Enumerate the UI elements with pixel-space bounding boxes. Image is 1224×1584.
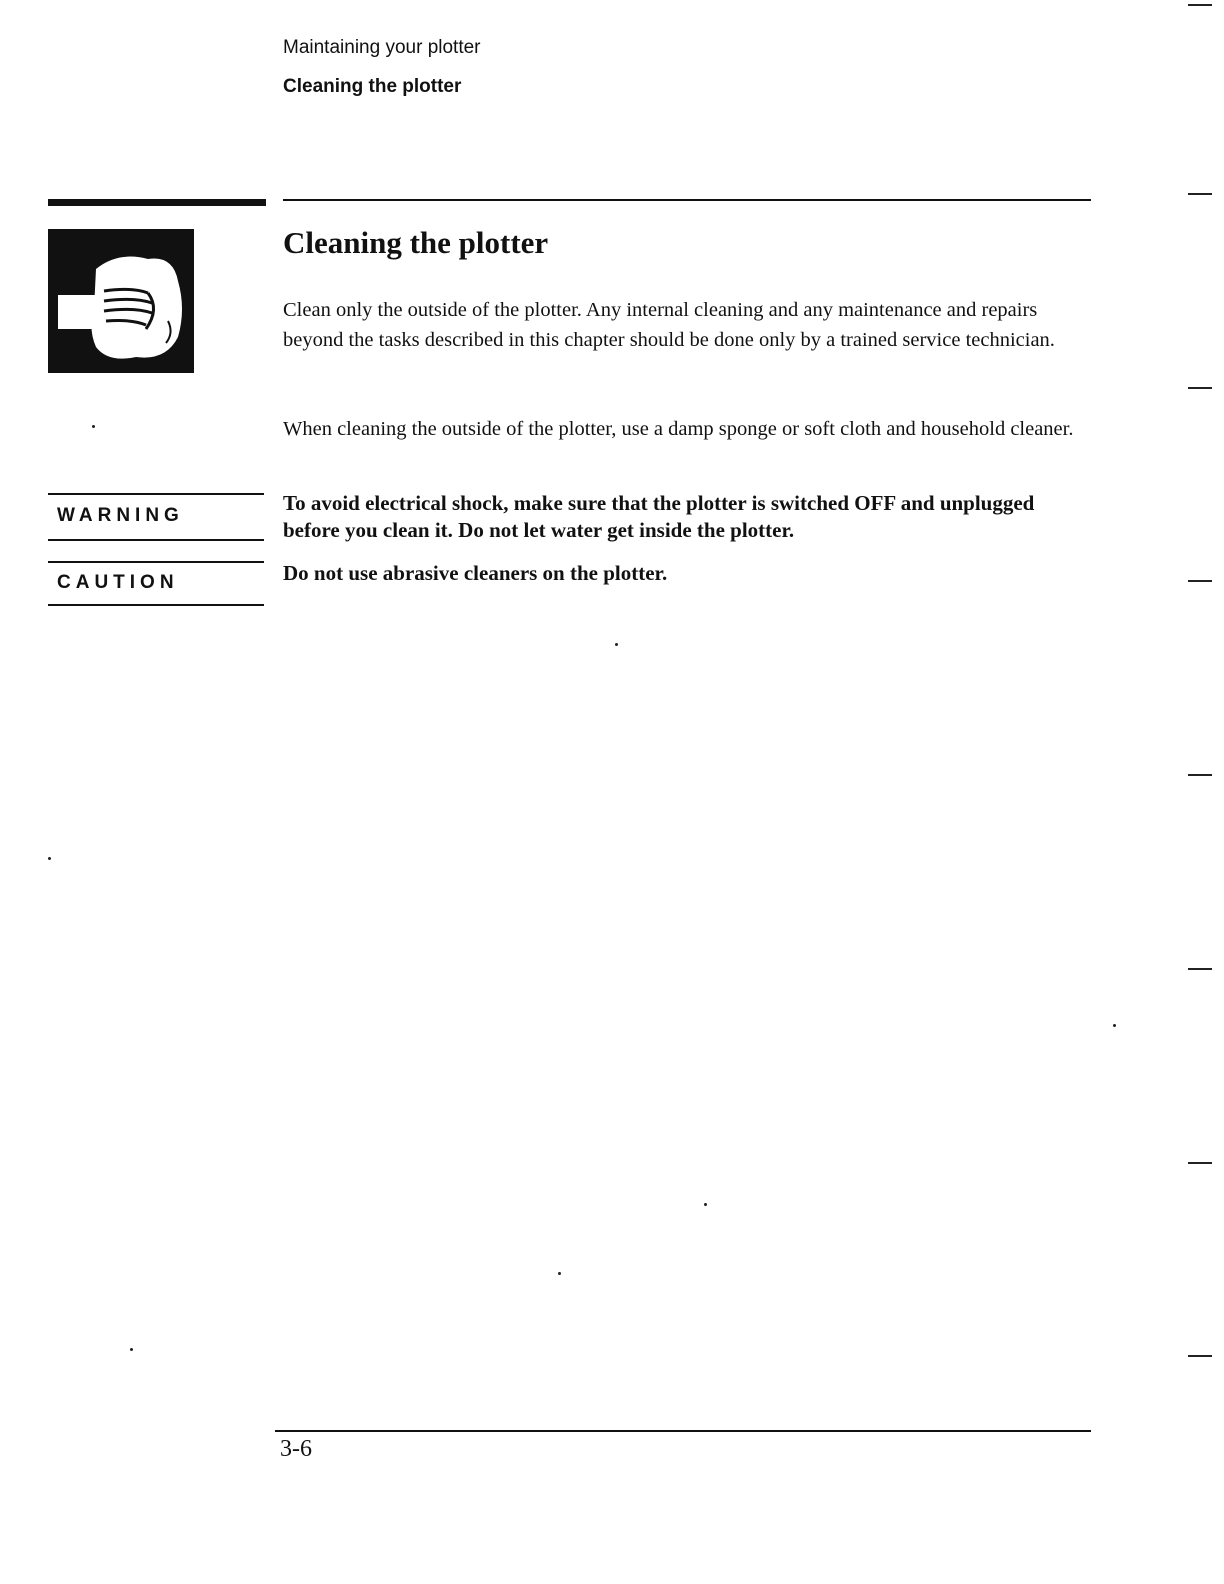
scan-speck xyxy=(48,857,51,860)
page-number: 3-6 xyxy=(280,1436,312,1462)
body-paragraph: When cleaning the outside of the plotter, use a damp sponge or soft cloth and household cleaner. xyxy=(283,418,1074,440)
footer-rule xyxy=(275,1430,1091,1432)
caution-label: CAUTION xyxy=(57,572,179,593)
margin-bar xyxy=(48,199,266,206)
scan-speck xyxy=(92,425,95,428)
scan-edge-mark xyxy=(1188,387,1212,389)
scan-edge-mark xyxy=(1188,1162,1212,1164)
scan-edge-mark xyxy=(1188,4,1212,6)
warning-top-rule xyxy=(48,493,264,495)
scan-speck xyxy=(1113,1024,1116,1027)
warning-label: WARNING xyxy=(57,505,184,526)
scan-speck xyxy=(558,1272,561,1275)
scan-speck xyxy=(615,643,618,646)
caution-top-rule xyxy=(48,561,264,563)
warning-bottom-rule xyxy=(48,539,264,541)
body-paragraph: Clean only the outside of the plotter. Any internal cleaning and any maintenance and repairs beyond the tasks described in this chapter should be done only by a trained service technician. xyxy=(283,299,1055,351)
caution-text: Do not use abrasive cleaners on the plotter. xyxy=(283,561,668,585)
warning-text: To avoid electrical shock, make sure that the plotter is switched OFF and unplugged before you clean it. Do not let water get inside the plotter. xyxy=(283,491,1035,542)
section-rule xyxy=(283,199,1091,201)
scan-speck xyxy=(704,1203,707,1206)
running-header-section: Cleaning the plotter xyxy=(283,76,462,97)
caution-bottom-rule xyxy=(48,604,264,606)
section-title: Cleaning the plotter xyxy=(283,225,549,260)
scan-edge-mark xyxy=(1188,580,1212,582)
running-header-chapter: Maintaining your plotter xyxy=(283,37,481,58)
hand-cleaning-icon xyxy=(48,229,194,373)
scan-speck xyxy=(130,1348,133,1351)
scan-edge-mark xyxy=(1188,774,1212,776)
scan-edge-mark xyxy=(1188,193,1212,195)
scan-edge-mark xyxy=(1188,968,1212,970)
scan-edge-mark xyxy=(1188,1355,1212,1357)
